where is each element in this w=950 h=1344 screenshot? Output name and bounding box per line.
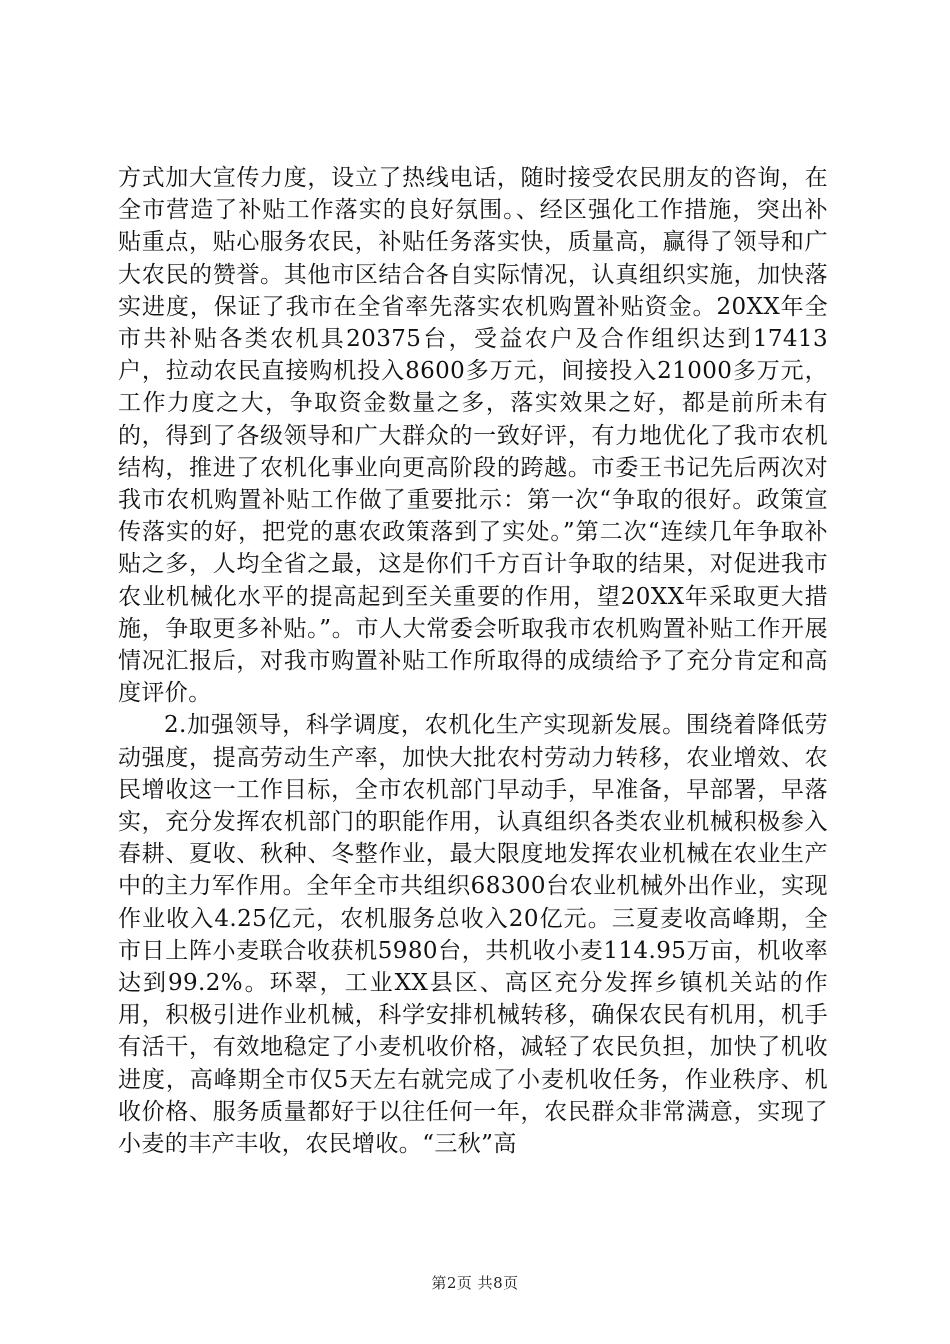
paragraph-1: 方式加大宣传力度，设立了热线电话，随时接受农民朋友的咨询，在全市营造了补贴工作落实的良好氛围。、经区强化工作措施，突出补贴重点，贴心服务农民，补贴任务落实快，质量高，赢得了领导和广大农民的赞誉。其他市区结合各自实际情况，认真组织实施，加快落实进度，保证了我市在全省率先落实农机购置补贴资金。20XX年全市共补贴各类农机具20375台，受益农户及合作组织达到17413户，拉动农民直接购机投入8600多万元，间接投入21000多万元，工作力度之大，争取资金数量之多，落实效果之好，都是前所未有的，得到了各级领导和广大群众的一致好评，有力地优化了我市农机结构，推进了农机化事业向更高阶段的跨越。市委王书记先后两次对我市农机购置补贴工作做了重要批示：第一次“争取的很好。政策宣传落实的好，把党的惠农政策落到了实处。”第二次“连续几年争取补贴之多，人均全省之最，这是你们千方百计争取的结果，对促进我市农业机械化水平的提高起到至关重要的作用，望20XX年采取更大措施，争取更多补贴。”。市人大常委会听取我市农机购置补贴工作开展情况汇报后，对我市购置补贴工作所取得的成绩给予了充分肯定和高度评价。 — [118, 165, 828, 707]
document-body — [118, 162, 828, 1160]
paragraph-2: 2.加强领导，科学调度，农机化生产实现新发展。围绕着降低劳动强度，提高劳动生产率，加快大批农村劳动力转移，农业增效、农民增收这一工作目标，全市农机部门早动手，早准备，早部署，早落实，充分发挥农机部门的职能作用，认真组织各类农业机械积极参入春耕、夏收、秋种、冬整作业，最大限度地发挥农业机械在农业生产中的主力军作用。全年全市共组织68300台农业机械外出作业，实现作业收入4.25亿元，农机服务总收入20亿元。三夏麦收高峰期，全市日上阵小麦联合收获机5980台，共机收小麦114.95万亩，机收率达到99.2%。环翠，工业XX县区、高区充分发挥乡镇机关站的作用，积极引进作业机械，科学安排机械转移，确保农民有机用，机手有活干，有效地稳定了小麦机收价格，减轻了农民负担，加快了机收进度，高峰期全市仅5天左右就完成了小麦机收任务，作业秩序、机收价格、服务质量都好于以往任何一年，农民群众非常满意，实现了小麦的丰产丰收，农民增收。“三秋”高 — [118, 712, 828, 1158]
page-number-footer: 第2页 共8页 — [431, 1274, 519, 1292]
